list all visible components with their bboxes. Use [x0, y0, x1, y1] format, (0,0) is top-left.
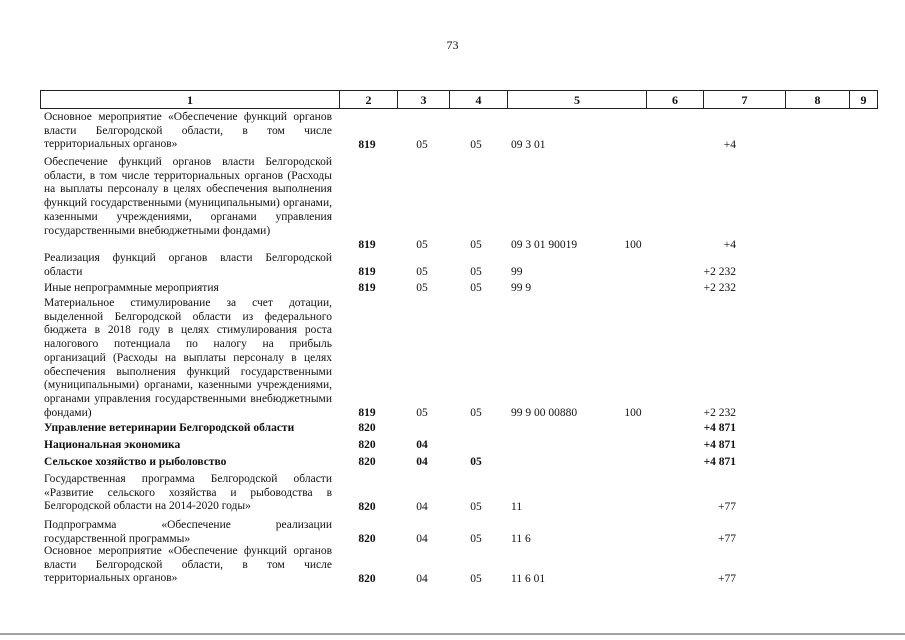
header-col-7: 7 [703, 91, 785, 108]
cell-col-3: 04 [416, 533, 428, 545]
cell-col-5: 11 6 01 [511, 573, 546, 585]
cell-col-5: 11 6 [511, 533, 531, 545]
row-name: Реализация функций органов власти Белгородской области [44, 252, 332, 278]
cell-col-6: 100 [624, 239, 642, 251]
cell-col-5: 99 9 [511, 282, 532, 294]
cell-col-3: 04 [416, 573, 428, 585]
cell-col-2: 819 [358, 266, 376, 278]
row-name: Национальная экономика [44, 439, 181, 451]
header-col-9: 9 [849, 91, 877, 108]
header-col-4: 4 [449, 91, 507, 108]
cell-col-5: 99 9 00 00880 [511, 407, 578, 419]
header-col-5: 5 [507, 91, 646, 108]
cell-col-4: 05 [470, 573, 482, 585]
header-col-1: 1 [187, 93, 193, 107]
cell-col-2: 820 [358, 501, 376, 513]
cell-col-7: +2 232 [703, 282, 736, 294]
cell-col-2: 820 [358, 456, 376, 468]
cell-col-4: 05 [470, 407, 482, 419]
cell-col-5: 99 [511, 266, 523, 278]
header-col-2: 2 [339, 91, 397, 108]
cell-col-4: 05 [470, 456, 482, 468]
cell-col-4: 05 [470, 239, 482, 251]
cell-col-4: 05 [470, 266, 482, 278]
cell-col-3: 05 [416, 239, 428, 251]
row-name: Иные непрограммные мероприятия [44, 282, 219, 294]
cell-col-7: +2 232 [703, 266, 736, 278]
cell-col-5: 11 [511, 501, 523, 513]
cell-col-3: 04 [416, 439, 428, 451]
cell-col-2: 820 [358, 439, 376, 451]
cell-col-5: 09 3 01 90019 [511, 239, 578, 251]
row-name: Управление ветеринарии Белгородской области [44, 422, 295, 434]
cell-col-4: 05 [470, 139, 482, 151]
cell-col-3: 04 [416, 456, 428, 468]
cell-col-7: +4 [723, 139, 736, 151]
row-name: Государственная программа Белгородской области «Развитие сельского хозяйства и рыбоводства в Белгородской области на 2014-2020 годы» [44, 473, 332, 513]
cell-col-2: 820 [358, 422, 376, 434]
cell-col-2: 820 [358, 533, 376, 545]
cell-col-7: +4 871 [703, 456, 736, 468]
row-name: Материальное стимулирование за счет дотации, выделенной Белгородской области из федерального бюджета в 2018 году в целях стимулирования роста налогового потенциала по налогу на прибыль организаций (Расходы на выплаты персоналу в целях обеспечения выполнения функций государственными (муниципальными) органами, казенными учреждениями, органами управления государственными внебюджетными фондами) [44, 297, 332, 419]
cell-col-4: 05 [470, 533, 482, 545]
header-col-6: 6 [646, 91, 703, 108]
cell-col-7: +4 871 [703, 422, 736, 434]
table-header [40, 90, 878, 109]
cell-col-4: 05 [470, 282, 482, 294]
cell-col-5: 09 3 01 [511, 139, 546, 151]
cell-col-2: 819 [358, 282, 376, 294]
row-name: Обеспечение функций органов власти Белгородской области, в том числе территориальных органов (Расходы на выплаты персоналу в целях обеспечения выполнения функций государственными (муниципальными) органами, казенными учреждениями, органами управления государственными внебюджетными фондами) [44, 156, 332, 237]
cell-col-2: 819 [358, 239, 376, 251]
row-name: Подпрограмма «Обеспечение реализации государственной программы» [44, 519, 332, 545]
cell-col-6: 100 [624, 407, 642, 419]
row-name: Основное мероприятие «Обеспечение функций органов власти Белгородской области, в том числе территориальных органов» [44, 111, 332, 151]
row-name: Основное мероприятие «Обеспечение функций органов власти Белгородской области, в том числе территориальных органов» [44, 545, 332, 585]
page-number: 73 [446, 38, 459, 52]
cell-col-7: +77 [718, 573, 736, 585]
cell-col-7: +2 232 [703, 407, 736, 419]
cell-col-7: +77 [718, 533, 736, 545]
cell-col-3: 04 [416, 501, 428, 513]
header-col-3: 3 [397, 91, 449, 108]
cell-col-2: 819 [358, 139, 376, 151]
cell-col-2: 820 [358, 573, 376, 585]
header-col-8: 8 [785, 91, 849, 108]
cell-col-3: 05 [416, 266, 428, 278]
cell-col-7: +4 871 [703, 439, 736, 451]
cell-col-7: +77 [718, 501, 736, 513]
scan-bottom-edge [0, 633, 905, 635]
cell-col-7: +4 [723, 239, 736, 251]
cell-col-3: 05 [416, 282, 428, 294]
cell-col-2: 819 [358, 407, 376, 419]
cell-col-3: 05 [416, 139, 428, 151]
row-name: Сельское хозяйство и рыболовство [44, 456, 227, 468]
cell-col-3: 05 [416, 407, 428, 419]
cell-col-4: 05 [470, 501, 482, 513]
